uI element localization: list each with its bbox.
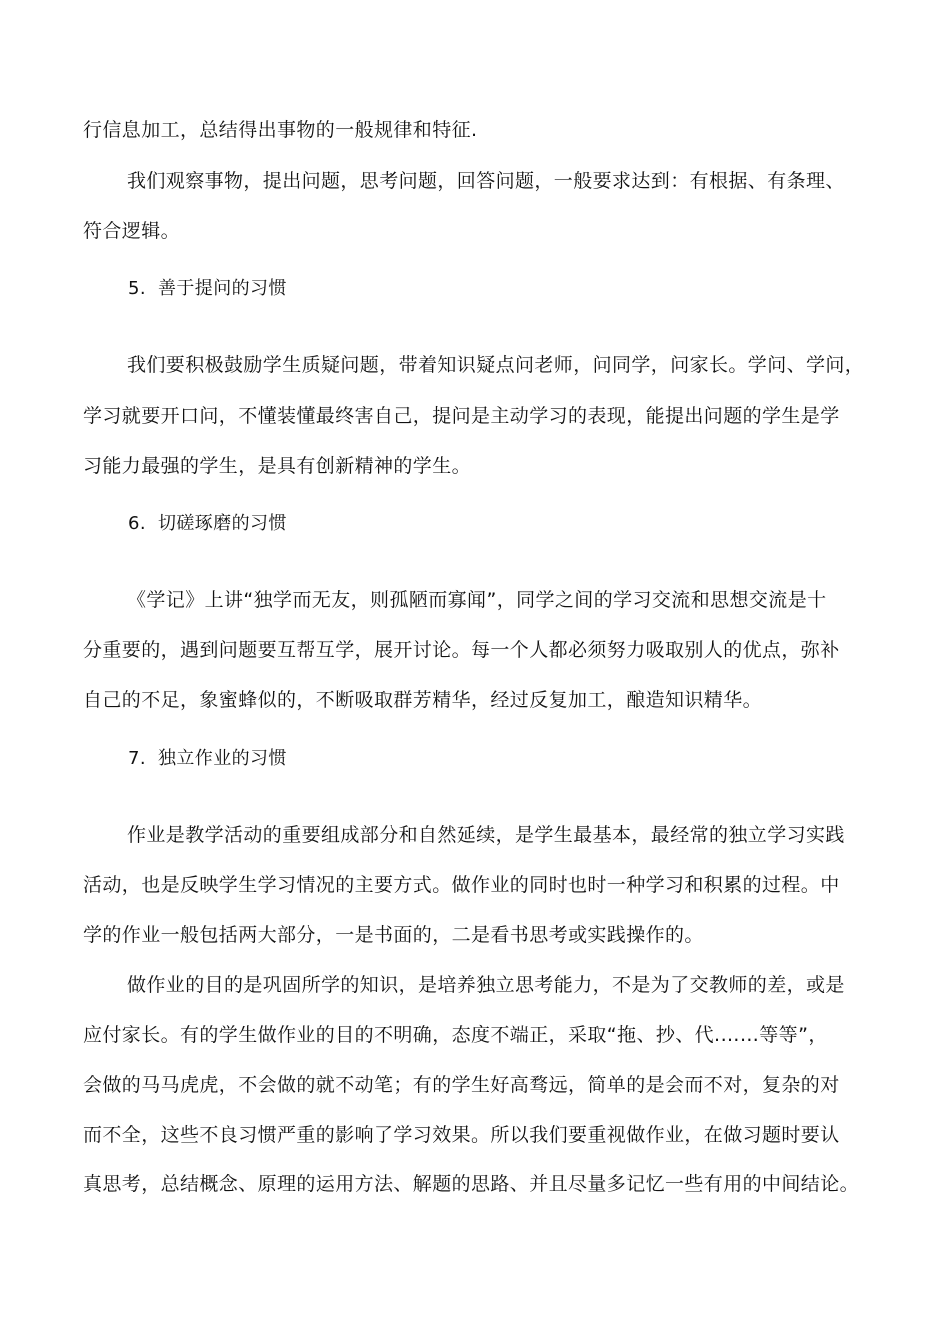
text-line: 而不全，这些不良习惯严重的影响了学习效果。所以我们要重视做作业，在做习题时要认: [83, 1124, 840, 1146]
text-line: 行信息加工，总结得出事物的一般规律和特征.: [83, 119, 478, 141]
text-line: 《学记》上讲“独学而无友，则孤陋而寡闻”，同学之间的学习交流和思想交流是十: [127, 589, 827, 611]
text-line: 真思考，总结概念、原理的运用方法、解题的思路、并且尽量多记忆一些有用的中间结论。: [83, 1173, 860, 1195]
heading-number: 7.: [128, 748, 146, 769]
text-line: 作业是教学活动的重要组成部分和自然延续，是学生最基本，最经常的独立学习实践: [127, 824, 845, 846]
text-line: 学的作业一般包括两大部分，一是书面的，二是看书思考或实践操作的。: [83, 924, 704, 946]
text-line: 学习就要开口问，不懂装懂最终害自己，提问是主动学习的表现，能提出问题的学生是学: [83, 405, 840, 427]
heading-text: 善于提问的习惯: [158, 278, 287, 299]
heading-text: 独立作业的习惯: [158, 748, 287, 769]
text-line: 符合逻辑。: [83, 220, 181, 242]
text-line: 分重要的，遇到问题要互帮互学，展开讨论。每一个人都必须努力吸取别人的优点，弥补: [83, 639, 840, 661]
text-line: 我们观察事物，提出问题，思考问题，回答问题，一般要求达到：有根据、有条理、: [127, 170, 845, 192]
section-heading-5: [128, 276, 928, 302]
heading-number: 6.: [128, 513, 146, 534]
text-line: 我们要积极鼓励学生质疑问题，带着知识疑点问老师，问同学，问家长。学问、学问，: [127, 354, 865, 376]
text-line: 会做的马马虎虎，不会做的就不动笔；有的学生好高骛远，简单的是会而不对，复杂的对: [83, 1074, 840, 1096]
text-line: 做作业的目的是巩固所学的知识，是培养独立思考能力，不是为了交教师的差，或是: [127, 974, 845, 996]
heading-text: 切磋琢磨的习惯: [158, 513, 287, 534]
heading-number: 5.: [128, 278, 146, 299]
text-line: 自己的不足，象蜜蜂似的，不断吸取群芳精华，经过反复加工，酿造知识精华。: [83, 689, 763, 711]
text-line: 活动，也是反映学生学习情况的主要方式。做作业的同时也时一种学习和积累的过程。中: [83, 874, 840, 896]
section-heading-6: [128, 511, 928, 537]
text-line: 应付家长。有的学生做作业的目的不明确，态度不端正，采取“拖、抄、代.……等等”，: [83, 1024, 828, 1046]
text-line: 习能力最强的学生，是具有创新精神的学生。: [83, 455, 472, 477]
section-heading-7: [128, 746, 928, 772]
